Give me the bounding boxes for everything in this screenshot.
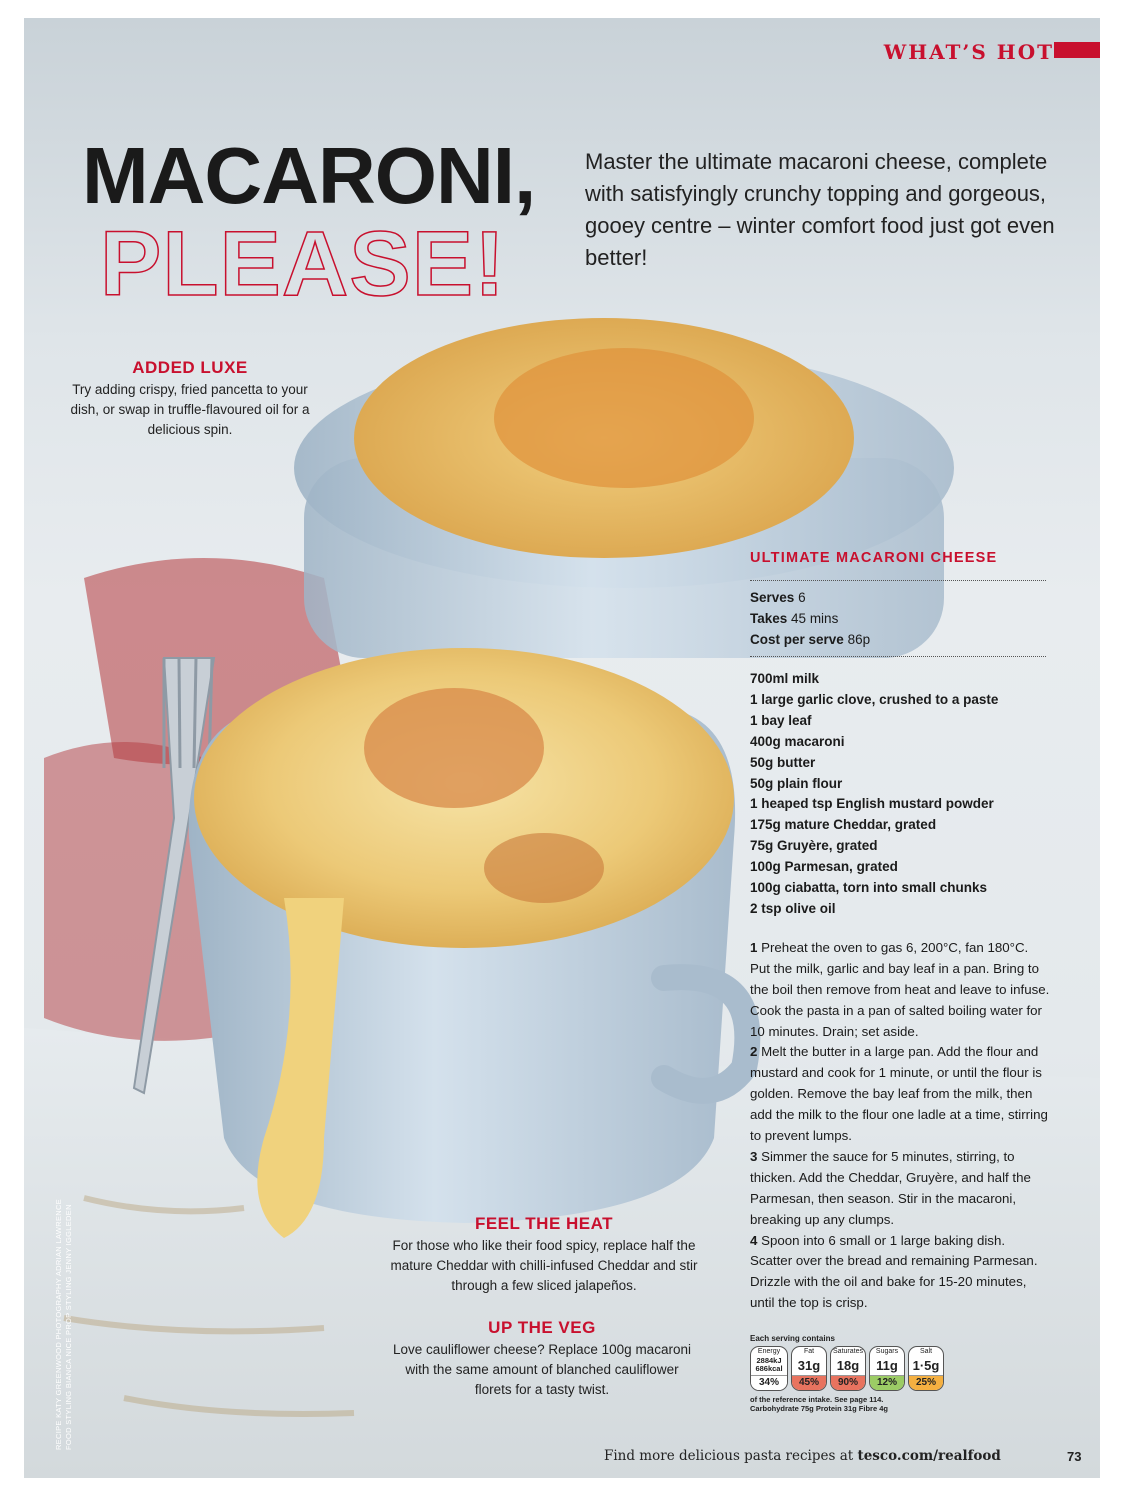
magazine-page: [24, 18, 1100, 1478]
tip-added-luxe: [60, 358, 320, 440]
kicker-bar: [1054, 42, 1100, 58]
nutrition-cell-saturates: Saturates 18g 90%: [830, 1346, 866, 1391]
divider: [750, 656, 1046, 657]
ingredient-item: 1 heaped tsp English mustard powder: [750, 796, 994, 812]
ingredient-item: 175g mature Cheddar, grated: [750, 817, 937, 833]
divider: [750, 580, 1046, 581]
ingredient-item: 100g ciabatta, torn into small chunks: [750, 880, 988, 896]
nutrition-cell-sugars: Sugars 11g 12%: [869, 1346, 905, 1391]
tip-heading: UP THE VEG: [488, 1318, 596, 1337]
tip-text: For those who like their food spicy, replace half the mature Cheddar with chilli-infused Cheddar and stir through a few sliced jalapeños.: [390, 1238, 698, 1293]
ingredient-item: 1 bay leaf: [750, 712, 812, 728]
ingredient-item: 100g Parmesan, grated: [750, 859, 898, 875]
ingredients-list: [750, 669, 1050, 920]
ingredient-item: 50g butter: [750, 754, 816, 770]
method-step: 3 Simmer the sauce for 5 minutes, stirring, to thicken. Add the Cheddar, Gruyère, and half the Parmesan, then season. Stir in the macaroni, breaking up any clumps.: [750, 1148, 1031, 1227]
recipe-meta: [750, 587, 1050, 650]
method-step: 4 Spoon into 6 small or 1 large baking dish. Scatter over the bread and remaining Parmesan. Drizzle with the oil and bake for 15-20 minutes, until the top is crisp.: [750, 1232, 1038, 1311]
tip-up-the-veg: [392, 1318, 692, 1400]
tip-text: Love cauliflower cheese? Replace 100g macaroni with the same amount of blanched cauliflower florets for a tasty twist.: [393, 1342, 691, 1397]
page-number: 73: [1067, 1449, 1082, 1464]
nutrition-cell-fat: Fat 31g 45%: [791, 1346, 827, 1391]
ingredient-item: 400g macaroni: [750, 733, 845, 749]
meta-cost: Cost per serve 86p: [750, 632, 871, 647]
meta-takes: Takes 45 mins: [750, 611, 839, 626]
section-kicker: WHAT’S HOT: [883, 40, 1054, 64]
ingredient-item: 50g plain flour: [750, 775, 843, 791]
method-steps: [750, 938, 1050, 1314]
method-step: 2 Melt the butter in a large pan. Add the flour and mustard and cook for 1 minute, or until the flour is golden. Remove the bay leaf from the milk, then add the milk to the flour one ladle at a time, stirring to prevent lumps.: [750, 1044, 1048, 1144]
tip-heading: ADDED LUXE: [132, 358, 248, 377]
title-line-2: PLEASE!: [100, 213, 506, 315]
recipe-title: ULTIMATE MACARONI CHEESE: [750, 550, 998, 566]
tip-text: Try adding crispy, fried pancetta to your dish, or swap in truffle-flavoured oil for a delicious spin.: [70, 382, 310, 437]
photo-credits: RECIPE KATY GREENWOOD PHOTOGRAPHY ADRIAN LAWRENCE FOOD STYLING BIANCA NICE PROP STYLING JENNY IGGLEDEN: [54, 1199, 73, 1450]
ingredient-item: 75g Gruyère, grated: [750, 838, 878, 854]
ingredient-item: 700ml milk: [750, 671, 820, 686]
nutrition-label: [750, 1334, 1050, 1413]
meta-serves: Serves 6: [750, 590, 806, 605]
nutrition-footnote: of the reference intake. See page 114. Carbohydrate 75g Protein 31g Fibre 4g: [750, 1395, 888, 1413]
intro-text: Master the ultimate macaroni cheese, complete with satisfyingly crunchy topping and gorgeous, gooey centre – winter comfort food just got even better!: [585, 149, 1055, 270]
recipe-panel: [750, 550, 1050, 1314]
title-line-1: MACARONI,: [82, 131, 536, 220]
tip-feel-the-heat: [384, 1214, 704, 1296]
nutrition-cell-salt: Salt 1·5g 25%: [908, 1346, 944, 1391]
method-step: 1 Preheat the oven to gas 6, 200°C, fan 180°C. Put the milk, garlic and bay leaf in a pan. Bring to the boil then remove from heat and leave to infuse. Cook the pasta in a pan of salted boiling water for 10 minutes. Drain; set aside.: [750, 939, 1050, 1039]
nutrition-cell-energy: Energy 2884kJ 686kcal 34%: [750, 1346, 788, 1391]
footer-promo: Find more delicious pasta recipes at tesco.com/realfood: [604, 1448, 1001, 1464]
tip-heading: FEEL THE HEAT: [474, 1214, 614, 1233]
nutrition-header: Each serving contains: [750, 1334, 835, 1343]
nutrition-cells: [750, 1346, 1050, 1391]
ingredient-item: 1 large garlic clove, crushed to a paste: [750, 691, 999, 707]
ingredient-item: 2 tsp olive oil: [750, 900, 836, 916]
footer-link[interactable]: tesco.com/realfood: [857, 1448, 1001, 1464]
